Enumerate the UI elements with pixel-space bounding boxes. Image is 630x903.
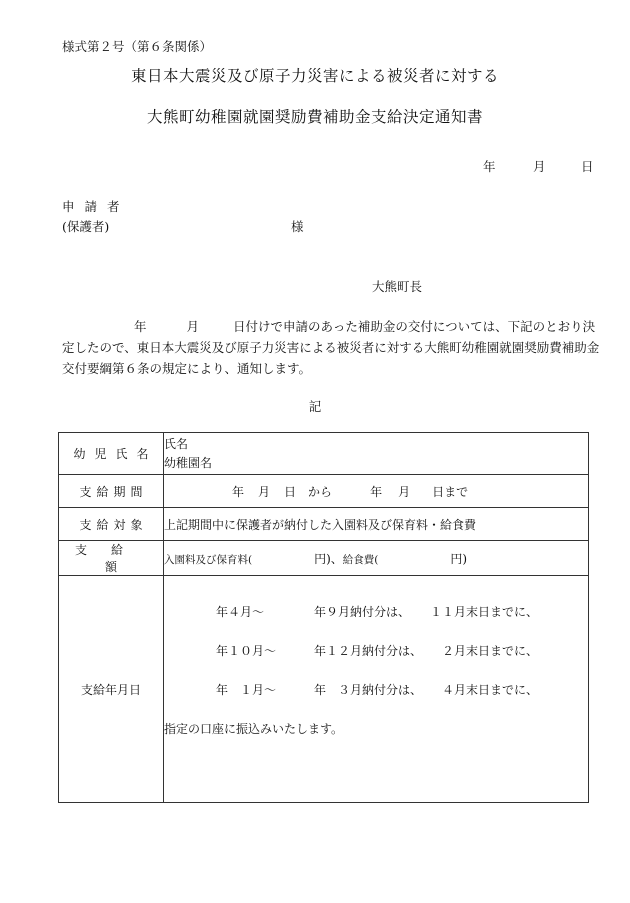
schedule-line-1: [164, 602, 588, 622]
schedule-1-end: 年９月納付分は、: [314, 605, 411, 619]
row-payment-amount: [59, 541, 589, 576]
child-name-label: 幼児氏名: [73, 447, 158, 461]
transfer-note: 指定の口座に振込みいたします。: [164, 722, 344, 736]
date-month-label: 月: [533, 159, 546, 174]
schedule-line-3: [164, 680, 588, 700]
lunch-yen: 円): [450, 551, 468, 566]
row-payment-target: [59, 508, 589, 541]
applicant-label: 申請者: [62, 199, 130, 214]
target-label-cell: [59, 508, 164, 541]
decision-table: [58, 432, 589, 803]
body-date-suffix: 日付けで申請のあった補助金の交付については、下記のとおり決: [233, 319, 596, 334]
target-value: 上記期間中に保護者が納付した入園料及び保育料・給食費: [164, 517, 477, 532]
payment-date-value-cell: [164, 576, 589, 803]
lunch-label: 給食費(: [342, 553, 379, 566]
schedule-2-end: 年１２月納付分は、: [314, 644, 423, 658]
body-line-3: 交付要綱第６条の規定により、通知します。: [62, 361, 312, 376]
target-label: 支給対象: [79, 517, 148, 532]
row-child-name: [59, 433, 589, 475]
schedule-2-start: 年１０月～: [216, 644, 277, 658]
form-number: 様式第２号（第６条関係）: [62, 39, 213, 54]
ki-heading: 記: [308, 399, 322, 414]
period-year-2: 年: [370, 484, 383, 499]
amount-label: 支給額: [74, 543, 147, 574]
period-from: から: [308, 484, 333, 499]
issuer-mayor: 大熊町長: [372, 279, 423, 294]
body-date-month: 月: [186, 319, 200, 334]
schedule-1-start: 年４月～: [216, 605, 265, 619]
payment-date-label-cell: [59, 576, 164, 803]
period-month-2: 月: [398, 484, 411, 499]
schedule-2-deadline: ２月末日までに、: [442, 644, 539, 658]
row-payment-period: [59, 475, 589, 508]
schedule-line-2: [164, 641, 588, 661]
schedule-3-deadline: ４月末日までに、: [442, 683, 539, 697]
period-until: 日まで: [432, 484, 469, 499]
kindergarten-name-field: 幼稚園名: [164, 455, 213, 470]
honorific-sama: 様: [291, 219, 304, 234]
title-line-2: 大熊町幼稚園就園奨励費補助金支給決定通知書: [146, 108, 483, 126]
title-line-1: 東日本大震災及び原子力災害による被災者に対する: [130, 67, 499, 85]
period-year-1: 年: [232, 484, 245, 499]
fee-label: 入園料及び保育料(: [164, 553, 253, 566]
row-payment-date: [59, 576, 589, 803]
target-value-cell: [164, 508, 589, 541]
period-value-cell: [164, 475, 589, 508]
body-line-2: 定したので、東日本大震災及び原子力災害による被災者に対する大熊町幼稚園就園奨励費補助金: [62, 340, 600, 355]
guardian-label: (保護者): [62, 219, 110, 234]
amount-label-cell: [59, 541, 164, 576]
period-label: 支給期間: [79, 484, 148, 499]
schedule-3-start: 年 １月～: [216, 683, 277, 697]
child-name-label-cell: [59, 433, 164, 475]
body-date-year: 年: [134, 319, 147, 334]
schedule-1-deadline: １１月末日までに、: [430, 605, 539, 619]
period-month-1: 月: [258, 484, 271, 499]
period-label-cell: [59, 475, 164, 508]
date-year-label: 年: [483, 159, 496, 174]
child-name-value-cell: [164, 433, 589, 475]
child-name-field: 氏名: [164, 436, 189, 451]
amount-value-cell: [164, 541, 589, 576]
payment-date-label: 支給年月日: [80, 682, 141, 697]
fee-yen: 円)、: [314, 551, 343, 566]
schedule-3-end: 年 ３月納付分は、: [314, 683, 423, 697]
date-day-label: 日: [581, 159, 594, 174]
period-day-1: 日: [284, 484, 297, 499]
notice-body: [62, 316, 600, 379]
body-line-1: [62, 316, 596, 337]
